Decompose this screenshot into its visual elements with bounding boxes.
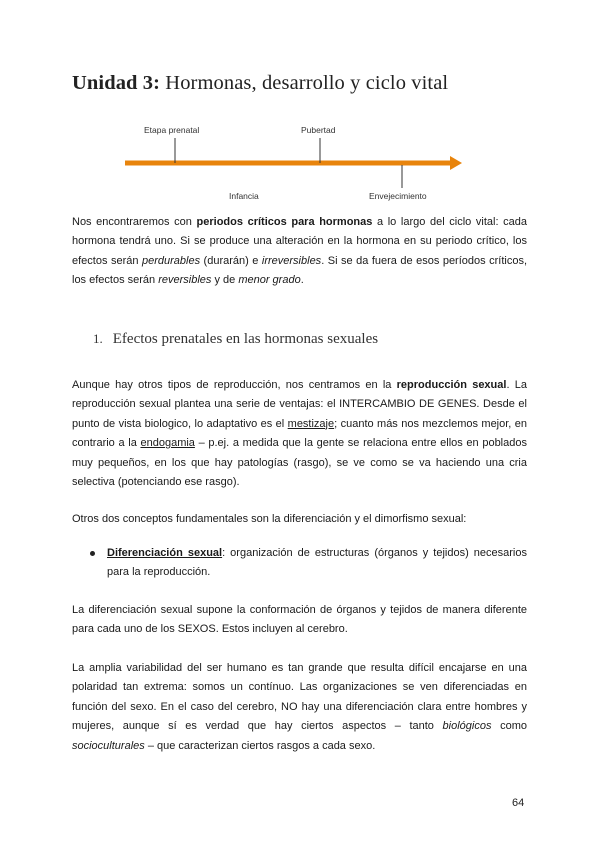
intro-text: y de [211, 274, 239, 287]
paragraph-variabilidad [72, 659, 527, 756]
bullet-item [90, 544, 527, 583]
p1-underline: mestizaje [287, 417, 335, 430]
p4-italic: socioculturales [72, 739, 145, 752]
p4-text: – que caracterizan ciertos rasgos a cada sexo. [144, 739, 376, 752]
p1-text: . La reproducción sexual plantea una serie de ventajas: el INTERCAMBIO DE GENES. Desde el punto de vista biologico, lo adaptativo es el [72, 379, 527, 430]
section-title: Efectos prenatales en las hormonas sexuales [112, 331, 379, 347]
intro-italic: menor grado [238, 274, 301, 287]
paragraph-reproduccion [72, 376, 527, 492]
title-bold: Unidad 3: [72, 72, 161, 94]
section-number: 1. [93, 331, 103, 346]
p4-italic: biológicos [442, 720, 492, 733]
p1-text: – p.ej. a medida que la gente se relaciona entre ellos en poblados muy pequeños, en los que hay patologías (rasgo), se ve como se va haciendo una cria selectiva (potenciando ese rasgo). [72, 437, 527, 489]
page-title [72, 72, 448, 95]
bullet-dot [90, 551, 95, 556]
intro-paragraph [72, 213, 527, 291]
title-rest: Hormonas, desarrollo y ciclo vital [160, 72, 449, 94]
intro-text: . [300, 274, 304, 287]
timeline-arrow-head [450, 156, 462, 170]
p1-text: ; cuanto más nos mezclemos mejor, en contrario a la [72, 417, 528, 450]
section-heading [93, 331, 378, 348]
timeline-label-prenatal: Etapa prenatal [144, 125, 200, 135]
p4-text: La amplia variabilidad del ser humano es tan grande que resulta difícil encajarse en una polaridad tan extrema: somos un contínuo. Las organizaciones se ven diferenciadas en función del sexo. En el caso del cerebro, NO hay una diferenciación clara entre hombres y mujeres, aunque sí es verdad que hay ciertos aspectos – tanto [72, 662, 527, 733]
intro-text: . Si se da fuera de esos períodos críticos, los efectos serán [72, 254, 528, 287]
timeline-label-infancia: Infancia [229, 191, 259, 201]
intro-italic: irreversibles [261, 254, 322, 267]
intro-text: a lo largo del ciclo vital: cada hormona tendrá uno. Si se produce una alteración en la hormona en su periodo crítico, los efectos serán [72, 216, 527, 267]
intro-text: (durarán) e [200, 254, 262, 267]
paragraph-conceptos: Otros dos conceptos fundamentales son la diferenciación y el dimorfismo sexual: [72, 513, 467, 525]
intro-bold: periodos críticos para hormonas [196, 216, 373, 228]
paragraph-diferenciacion: La diferenciación sexual supone la conformación de órganos y tejidos de manera diferente para cada uno de los SEXOS. Estos incluyen al cerebro. [72, 604, 527, 636]
intro-italic: perdurables [141, 254, 201, 267]
timeline-label-pubertad: Pubertad [301, 125, 336, 135]
intro-italic: reversibles [158, 274, 212, 287]
p1-text: Aunque hay otros tipos de reproducción, nos centramos en la [72, 379, 397, 391]
timeline-diagram [110, 120, 480, 204]
timeline-label-envejecimiento: Envejecimiento [369, 191, 427, 201]
bullet-definition: : organización de estructuras (órganos y tejidos) necesarios para la reproducción. [107, 547, 527, 579]
p1-bold: reproducción sexual [396, 379, 507, 391]
page-number: 64 [512, 797, 525, 809]
bullet-term: Diferenciación sexual [107, 547, 223, 559]
p4-text: como [491, 720, 527, 733]
p1-underline: endogamia [140, 437, 195, 450]
intro-text: Nos encontraremos con [72, 216, 197, 228]
bullet-text [107, 544, 527, 583]
